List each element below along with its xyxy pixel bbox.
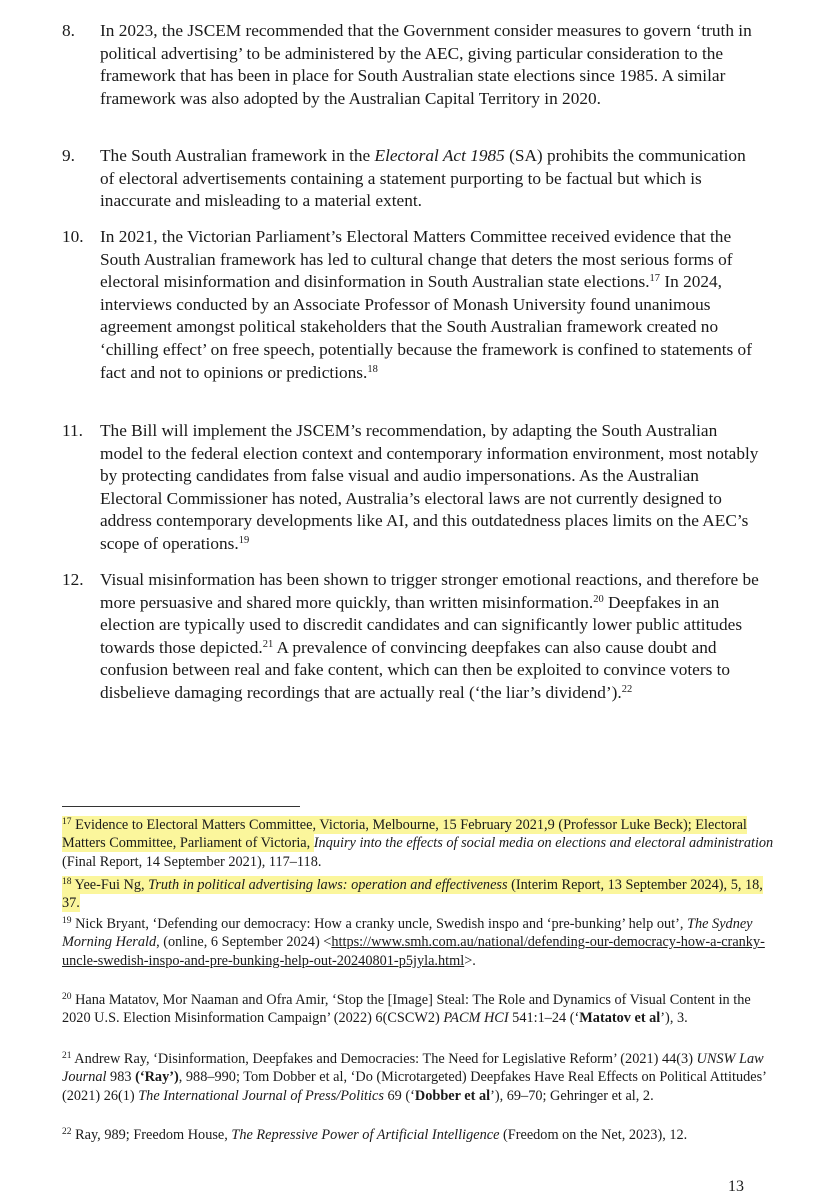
footnote-18: [62, 876, 774, 913]
footnote-17: [62, 816, 774, 871]
footnote-ref[interactable]: 19: [238, 534, 250, 546]
text-segment: (SA) prohibits the communication of electoral advertisements containing a statement purporting to be factual but which is inaccurate and misleading to a material extent.: [100, 146, 746, 211]
paragraph-11: [62, 420, 762, 556]
report-title: The Repressive Power of Artificial Intelligence: [231, 1127, 500, 1143]
paragraph-number: 9.: [62, 146, 75, 165]
highlighted-text: [62, 876, 763, 912]
paragraph-text: [100, 569, 762, 705]
footnote-separator: [62, 806, 300, 807]
text-segment: In 2021, the Victorian Parliament’s Electoral Matters Committee received evidence that the South Australian framework has led to cultural change that deters the most serious forms of electoral misinformation and disinformation in South Australian state elections.: [100, 227, 733, 292]
short-title: Matatov et al: [579, 1010, 661, 1027]
footnote-ref[interactable]: 17: [649, 273, 661, 285]
footnote-number: 19: [62, 916, 72, 926]
source-link[interactable]: https://www.smh.com.au/national/defending-our-democracy-how-a-cranky-uncle-swedish-inspo-and-pre-bunking-help-out-20240801-p5jyla.html: [62, 934, 765, 969]
text-segment: Yee-Fui Ng,: [74, 877, 149, 893]
text-segment: (Final Report, 14 September 2021), 117–118.: [62, 853, 322, 870]
report-title: Inquiry into the effects of social media on elections and electoral administration: [313, 835, 774, 852]
paragraph-8: [62, 20, 762, 110]
paragraph-number: 11.: [62, 421, 83, 440]
footnote-22: [62, 1126, 774, 1144]
footnote-number: 17: [62, 817, 72, 827]
text-segment: In 2024, interviews conducted by an Associate Professor of Monash University found unanimous agreement amongst political stakeholders that the South Australian framework created no ‘chilling effect’ on free speech, potentially because the framework is confined to statements of fact and not to opinions or predictions.: [100, 272, 752, 382]
publication-title: The Sydney Morning Herald: [62, 916, 753, 951]
journal-title: The International Journal of Press/Politics: [138, 1087, 384, 1104]
footnote-ref[interactable]: 20: [593, 593, 604, 605]
paragraph-12: [62, 569, 762, 705]
journal-title: UNSW Law Journal: [62, 1051, 764, 1086]
footnote-number: 22: [62, 1127, 72, 1137]
paragraph-text: [100, 145, 762, 213]
text-segment: The Bill will implement the JSCEM’s recommendation, by adapting the South Australian model to the federal election context and contemporary information environment, most notably by protecting candidates from false visual and audio impersonations. As the Australian Electoral Commissioner has noted, Australia’s electoral laws are not currently designed to address contemporary developments like AI, and this outdatedness places limits on the AEC’s scope of operations.: [100, 421, 759, 553]
paragraph-text: [100, 226, 762, 384]
journal-title: PACM HCI: [443, 1010, 509, 1027]
footnote-ref[interactable]: 21: [262, 638, 274, 650]
footnote-number: 21: [62, 1051, 72, 1061]
text-segment: , 988–990; Tom Dobber et al, ‘Do (Microtargeted) Deepfakes Have Real Effects on Political Attitudes’ (2021) 26(1): [62, 1069, 766, 1104]
text-segment: (Freedom on the Net, 2023), 12.: [499, 1127, 688, 1143]
page-number: 13: [728, 1178, 744, 1195]
text-segment: , (online, 6 September 2024) <: [156, 934, 332, 951]
text-segment: 69 (‘: [383, 1087, 415, 1104]
text-segment: ’), 3.: [660, 1010, 688, 1027]
paragraph-number: 12.: [62, 570, 84, 589]
text-segment: Deepfakes in an election are typically used to discredit candidates and can significantly lower public attitudes towards those depicted.: [100, 592, 743, 657]
paragraph-10: [62, 226, 762, 384]
footnote-21: [62, 1050, 774, 1105]
text-segment: 541:1–24 (‘: [508, 1010, 580, 1027]
footnote-number: 18: [62, 877, 72, 887]
text-segment: Ray, 989; Freedom House,: [75, 1127, 232, 1143]
footnote-ref[interactable]: 22: [621, 683, 633, 695]
text-segment: Nick Bryant, ‘Defending our democracy: How a cranky uncle, Swedish inspo and ‘pre-bunking’ help out’,: [75, 916, 688, 932]
footnote-20: [62, 991, 774, 1028]
text-segment: The South Australian framework in the: [100, 146, 375, 165]
short-title: Dobber et al: [414, 1087, 491, 1104]
text-segment: Hana Matatov, Mor Naaman and Ofra Amir, ‘Stop the [Image] Steal: The Role and Dynamics of Visual Content in the 2020 U.S. Election Misinformation Campaign’ (2022) 6(CSCW2): [62, 992, 751, 1027]
text-segment: ’), 69–70; Gehringer et al, 2.: [490, 1087, 654, 1104]
footnote-19: [62, 915, 774, 970]
text-segment: 983: [106, 1069, 136, 1086]
footnote-number: 20: [62, 992, 72, 1002]
footnote-ref[interactable]: 18: [367, 363, 378, 375]
text-segment: Visual misinformation has been shown to trigger stronger emotional reactions, and therefore be more persuasive and shared more quickly, than written misinformation.: [100, 570, 759, 612]
paragraph-number: 8.: [62, 21, 75, 40]
act-title: Electoral Act 1985: [374, 146, 505, 165]
short-title: (‘Ray’): [135, 1069, 179, 1086]
paragraph-9: [62, 145, 762, 213]
text-segment: Evidence to Electoral Matters Committee, Victoria, Melbourne, 15 February 2021,9 (Professor Luke Beck); Electoral Matters Committee, Parliament of Victoria,: [62, 817, 747, 852]
text-segment: A prevalence of convincing deepfakes can also cause doubt and confusion between real and fake content, which can then be exploited to convince voters to disbelieve damaging recordings that are actually real (‘the liar’s dividend’).: [100, 637, 731, 702]
paragraph-text: [100, 420, 762, 556]
text-segment: Andrew Ray, ‘Disinformation, Deepfakes and Democracies: The Need for Legislative Reform’ (2021) 44(3): [74, 1051, 697, 1067]
paragraph-number: 10.: [62, 227, 84, 246]
text-segment: >.: [464, 952, 476, 969]
text-segment: (Interim Report, 13 September 2024), 5, 18, 37.: [62, 877, 763, 912]
paragraph-text: In 2023, the JSCEM recommended that the Government consider measures to govern ‘truth in political advertising’ to be administered by the AEC, giving particular consideration to the framework that has been in place for South Australian state elections since 1985. A similar framework was also adopted by the Australian Capital Territory in 2020.: [100, 21, 752, 108]
report-title: Truth in political advertising laws: operation and effectiveness: [148, 877, 508, 893]
